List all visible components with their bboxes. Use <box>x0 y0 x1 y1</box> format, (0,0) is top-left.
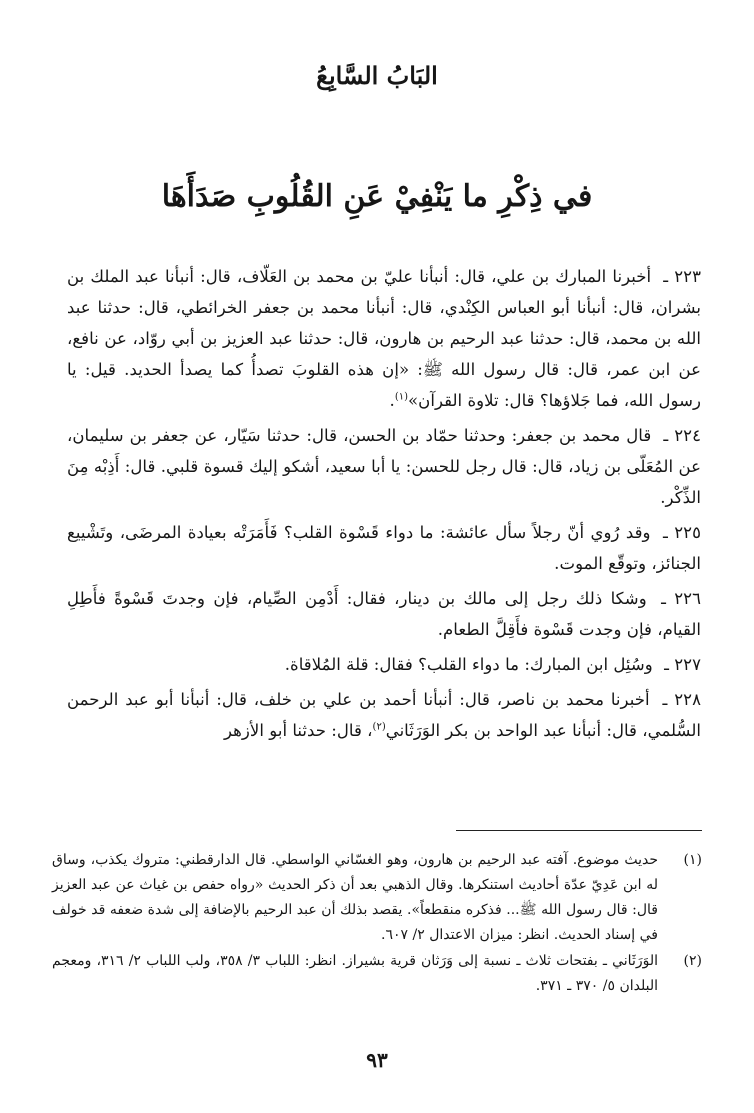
paragraph-227 <box>67 649 701 680</box>
paragraph-number: ٢٢٨ ـ <box>662 690 701 709</box>
paragraph-text: قال محمد بن جعفر: وحدثنا حمّاد بن الحسن، قال: حدثنا سَيّار، عن جعفر بن سليمان، عن المُعَلّى بن زياد، قال: قال رجل للحسن: يا أبا سعيد، أشكو إليك قسوة قلبي. قال: أَذِبْه مِنَ الذِّكْر. <box>67 426 701 507</box>
paragraph-number: ٢٢٣ ـ <box>663 267 701 286</box>
paragraph-tail: . <box>389 391 395 410</box>
footnote-reference[interactable]: (١) <box>394 391 408 403</box>
paragraph-number: ٢٢٦ ـ <box>661 589 702 608</box>
page-number: ٩٣ <box>366 1048 388 1072</box>
chapter-title: البَابُ السَّابِعُ <box>316 61 438 90</box>
footnote-number: (٢) <box>683 953 702 969</box>
paragraph-tail: ، قال: حدثنا أبو الأزهر <box>224 721 373 740</box>
paragraph-number: ٢٢٤ ـ <box>663 426 702 445</box>
paragraph-number: ٢٢٥ ـ <box>662 523 701 542</box>
footnote-2 <box>52 949 702 999</box>
section-title: في ذِكْرِ ما يَنْفِيْ عَنِ القُلُوبِ صَدَأَهَا <box>161 179 593 214</box>
paragraph-223 <box>67 261 701 416</box>
footnotes-section <box>52 848 702 1000</box>
main-text <box>67 261 701 750</box>
paragraph-225 <box>67 517 701 579</box>
footnote-text: الوَرَثَاني ـ بفتحات ثلاث ـ نسبة إلى وَرَثان قرية بشيراز. انظر: اللباب ٣/ ٣٥٨، ولب اللباب ٢/ ٣١٦، ومعجم البلدان ٥/ ٣٧٠ ـ ٣٧١. <box>52 953 658 994</box>
paragraph-number: ٢٢٧ ـ <box>664 655 701 674</box>
paragraph-228 <box>67 684 701 746</box>
footnote-text: حديث موضوع. آفته عبد الرحيم بن هارون، وهو الغسّاني الواسطي. قال الدارقطني: متروك يكذب، وساق له ابن عَدِيّ عدّة أحاديث استنكرها. وقال الذهبي بعد أن ذكر الحديث «رواه حفص بن غياث عن عبد العزيز قال: قال رسول الله ﷺ... فذكره منقطعاً». يقصد بذلك أن عبد الرحيم بالإضافة إلى شدة ضعفه قد خولف في إسناد الحديث. انظر: ميزان الاعتدال ٢/ ٦٠٧. <box>52 852 658 943</box>
paragraph-226 <box>67 583 701 645</box>
paragraph-text: وشكا ذلك رجل إلى مالك بن دينار، فقال: أَدْمِن الصِّيام، فإن وجدتَ قَسْوةً فأَطِلِ القيام، فإن وجدت قَسْوة فأَقِلَّ الطعام. <box>67 589 701 639</box>
paragraph-text: وقد رُوي أنّ رجلاً سأل عائشة: ما دواء قَسْوة القلب؟ فَأَمَرَتْه بعيادة المرضَى، وتَشْييع الجنائز، وتوقّع الموت. <box>67 523 701 573</box>
footnote-reference[interactable]: (٢) <box>372 721 386 733</box>
paragraph-text: أخبرنا محمد بن ناصر، قال: أنبأنا أحمد بن علي بن خلف، قال: أنبأنا أبو عبد الرحمن السُّلمي، قال: أنبأنا عبد الواحد بن بكر الوَرَثَاني <box>67 690 701 740</box>
paragraph-text: وسُئِل ابن المبارك: ما دواء القلب؟ فقال: قلة المُلاقاة. <box>284 655 653 674</box>
footnote-1 <box>52 848 702 948</box>
footnote-number: (١) <box>683 852 702 868</box>
footnote-divider <box>456 830 702 831</box>
paragraph-text: أخبرنا المبارك بن علي، قال: أنبأنا عليّ بن محمد بن العَلّاف، قال: أنبأنا عبد الملك بن بشران، قال: أنبأنا أبو العباس الكِنْدي، قال: أنبأنا محمد بن جعفر الخرائطي، قال: حدثنا عبد الله بن محمد، قال: حدثنا عبد الرحيم بن هارون، قال: حدثنا عبد العزيز بن أبي روّاد، عن نافع، عن ابن عمر، قال: قال رسول الله ﷺ: «إن هذه القلوبَ تصدأُ كما يصدأ الحديد. قيل: يا رسول الله، فما جَلاؤها؟ قال: تلاوة القرآن» <box>67 267 701 410</box>
paragraph-224 <box>67 420 701 513</box>
